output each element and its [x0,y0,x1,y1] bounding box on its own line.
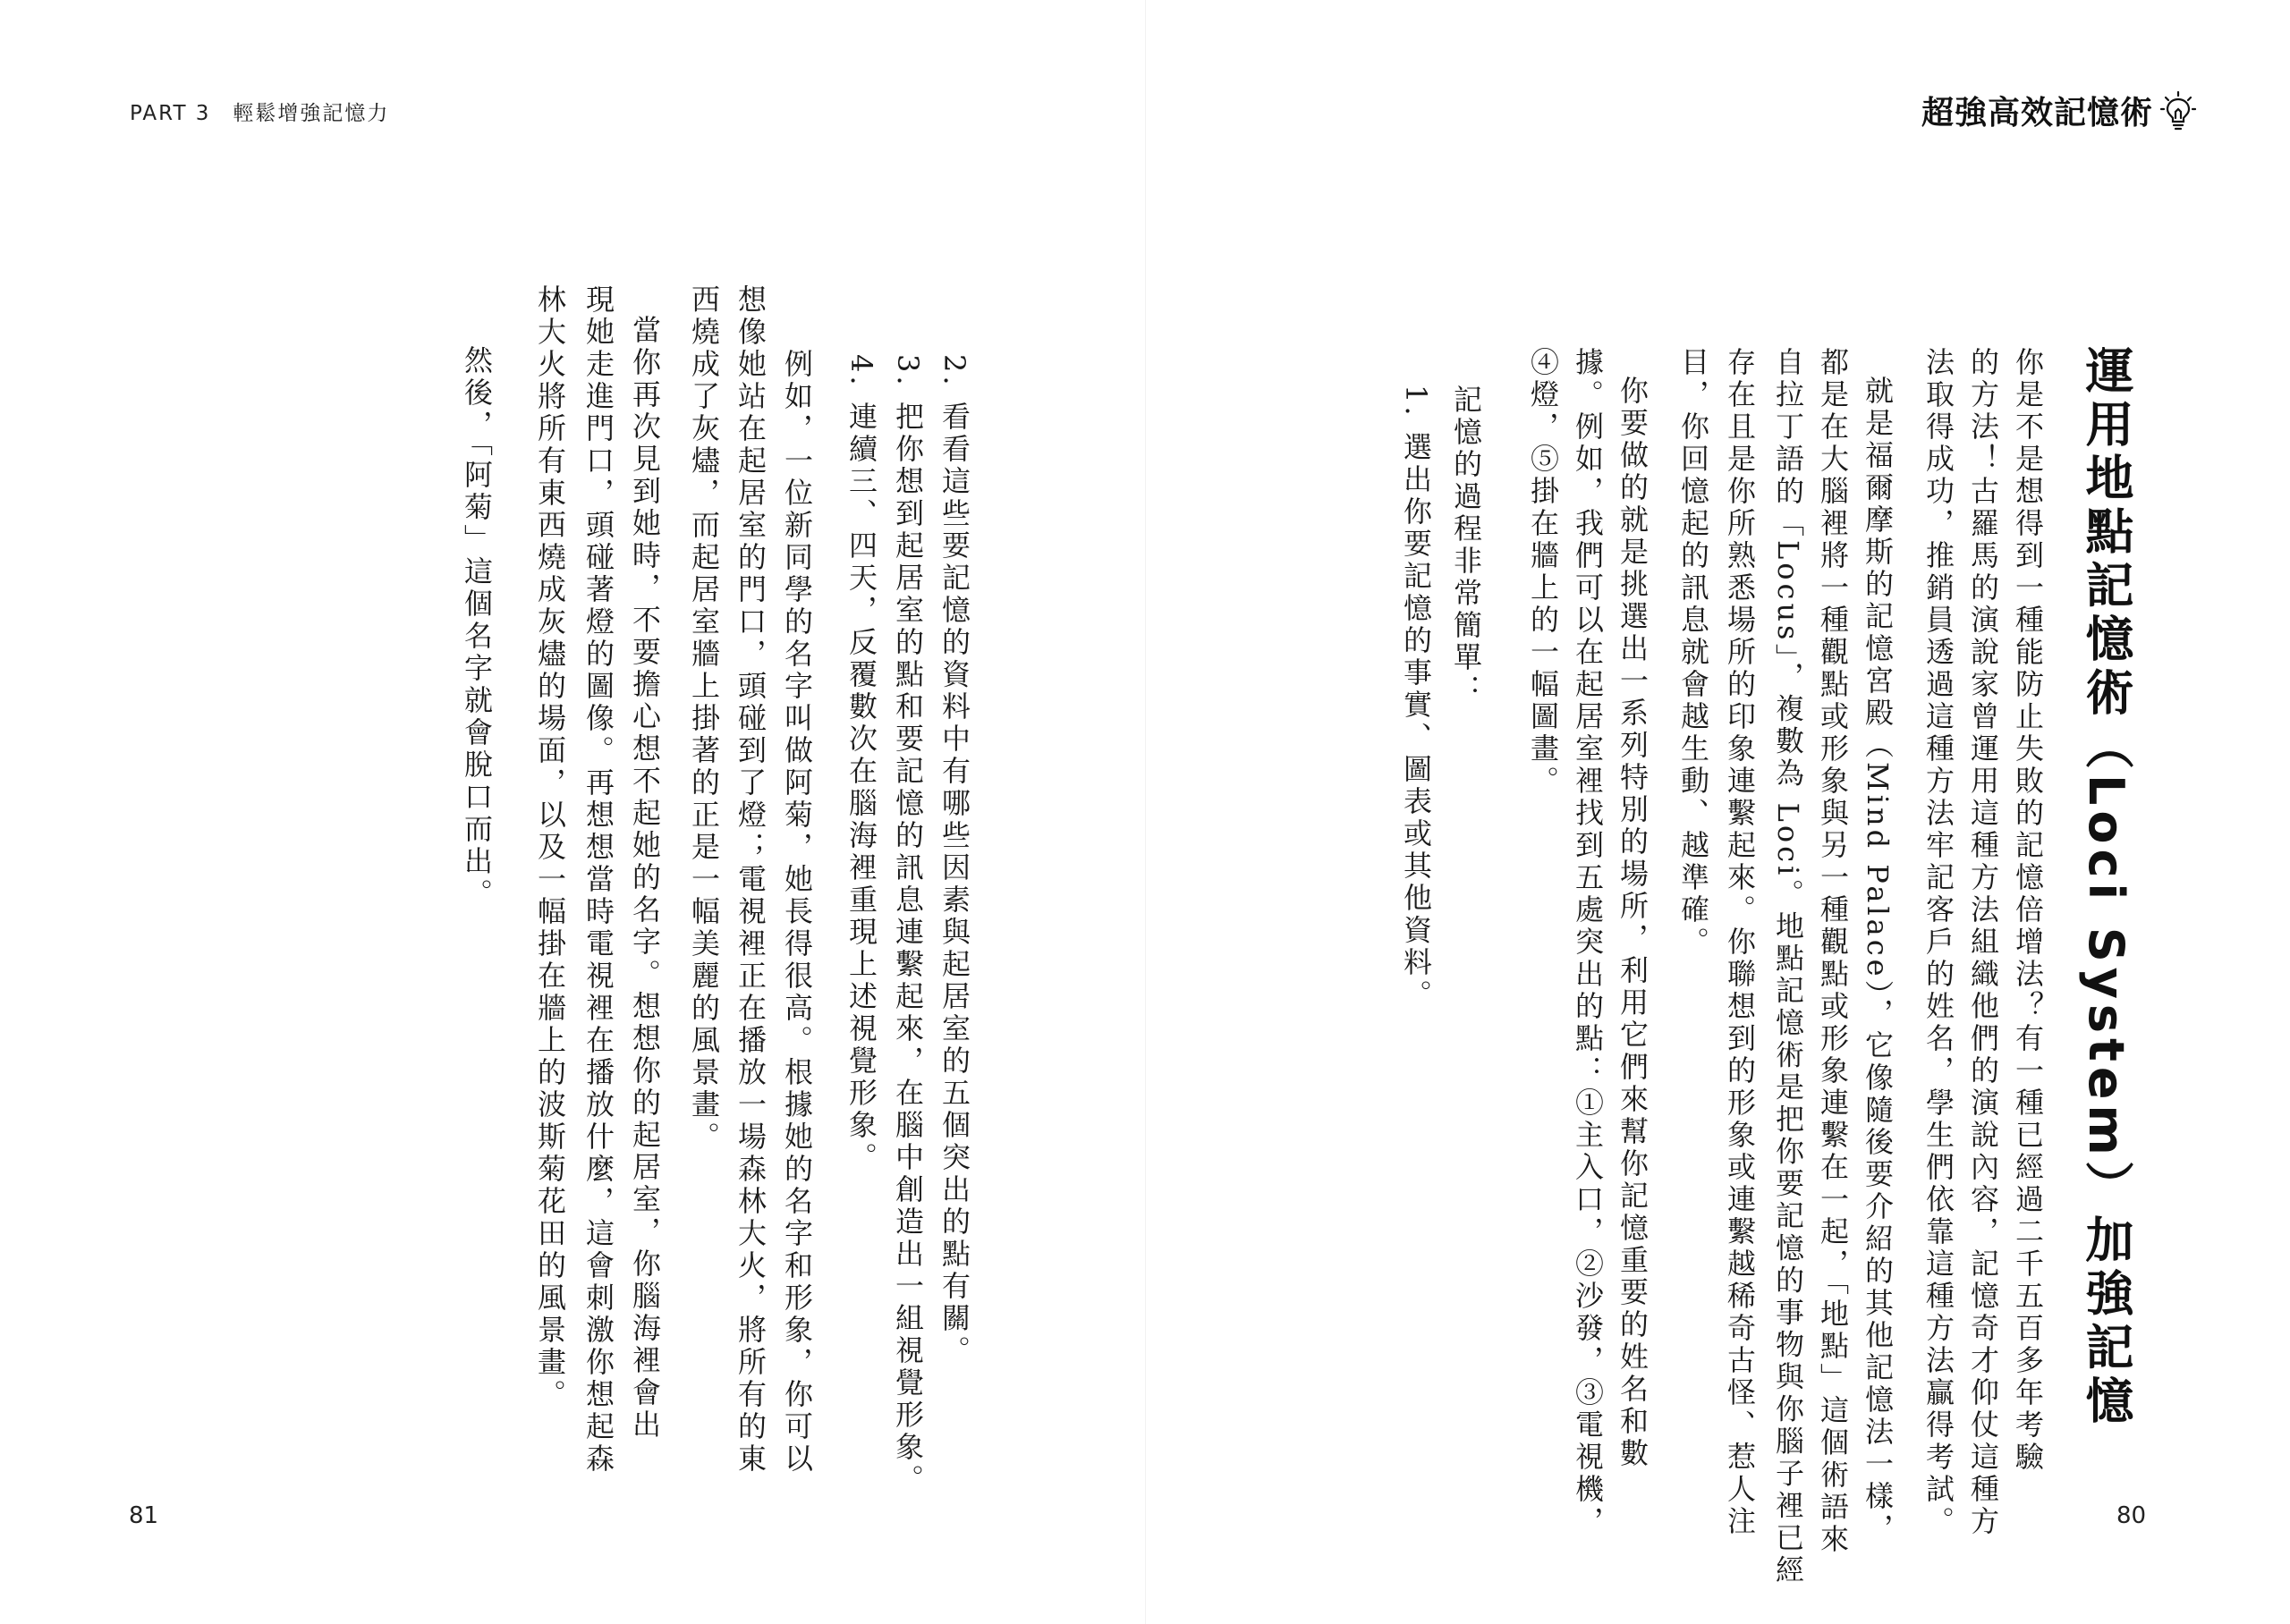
left-line-9: 林大火將所有東西燒成灰燼的場面，以及一幅掛在牆上的波斯菊花田的風景畫。 [533,284,567,1411]
left-line-7: 當你再次見到她時，不要擔心想不起她的名字。想想你的起居室，你腦海裡會出 [628,315,662,1442]
left-line-4: 例如，一位新同學的名字叫做阿菊，她長得很高。根據她的名字和形象，你可以 [780,349,814,1476]
left-line-2: 3. 把你想到起居室的點和要記憶的訊息連繫起來，在腦中創造出一組視覺形象。 [891,354,925,1496]
running-head: PART 3 輕鬆增強記憶力 [130,102,390,125]
chapter-title: 運用地點記憶術（Loci System）加強記憶 [2078,345,2134,1429]
book-title-text: 超強高效記憶術 [1921,95,2154,131]
right-line-4: 就是福爾摩斯的記憶宮殿（Mind Palace），它像隨後要介紹的其他記憶法一樣， [1861,376,1895,1545]
right-line-9: 你要做的就是挑選出一系列特別的場所，利用它們來幫你記憶重要的姓名和數 [1616,376,1650,1470]
right-line-6: 自拉丁語的「Locus」，複數為 Loci。地點記憶術是把你要記憶的事物與你腦子裡已經 [1771,347,1805,1587]
left-line-3: 4. 連續三、四天，反覆數次在腦海裡重現上述視覺形象。 [844,354,878,1174]
right-line-10: 據。例如，我們可以在起居室裡找到五處突出的點：①主入口，②沙發，③電視機， [1571,347,1605,1538]
page-gutter [1145,0,1146,1624]
right-line-2: 的方法！古羅馬的演說家曾運用這種方法組織他們的演說內容，記憶奇才仰仗這種方 [1966,347,2000,1538]
book-title [1921,88,2196,133]
left-line-10: 然後，「阿菊」這個名字就會脫口而出。 [460,345,494,910]
right-line-8: 目，你回憶起的訊息就會越生動、越準確。 [1676,347,1710,959]
right-line-11: ④燈，⑤掛在牆上的一幅圖畫。 [1526,347,1560,798]
left-line-5: 想像她站在起居室的門口，頭碰到了燈；電視裡正在播放一場森林大火，將所有的東 [734,284,768,1476]
lightbulb-icon [2160,90,2196,131]
right-line-12: 記憶的過程非常簡單： [1449,385,1483,706]
page-number-right: 80 [2116,1502,2147,1529]
left-line-1: 2. 看看這些要記憶的資料中有哪些因素與起居室的五個突出的點有關。 [937,354,971,1367]
left-line-8: 現她走進門口，頭碰著燈的圖像。再想想當時電視裡在播放什麼，這會刺激你想起森 [581,284,615,1476]
right-line-1: 你是不是想得到一種能防止失敗的記憶倍增法？有一種已經過二千五百多年考驗 [2011,347,2045,1474]
right-line-7: 存在且是你所熟悉場所的印象連繫起來。你聯想到的形象或連繫越稀奇古怪、惹人注 [1723,347,1757,1538]
right-line-13: 1. 選出你要記憶的事實、圖表或其他資料。 [1399,385,1433,1011]
right-line-5: 都是在大腦裡將一種觀點或形象與另一種觀點或形象連繫在一起，「地點」這個術語來 [1816,347,1850,1556]
left-line-6: 西燒成了灰燼，而起居室牆上掛著的正是一幅美麗的風景畫。 [687,284,721,1154]
page-number-left: 81 [129,1502,159,1529]
right-line-3: 法取得成功，推銷員透過這種方法牢記客戶的姓名，學生們依靠這種方法贏得考試。 [1921,347,1955,1538]
